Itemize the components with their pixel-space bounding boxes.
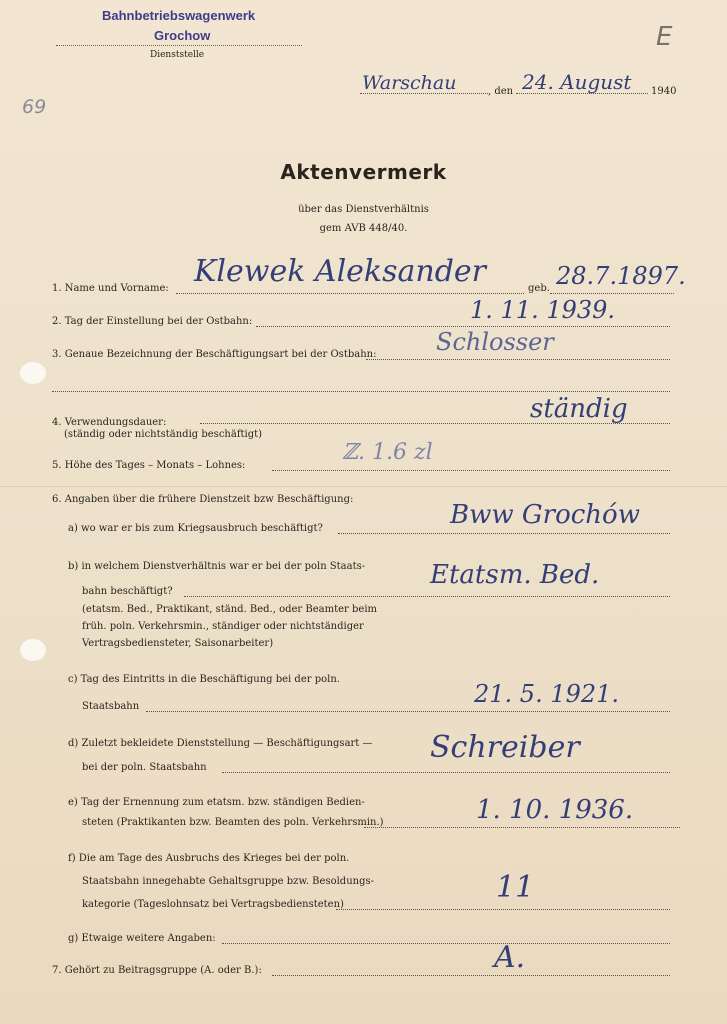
field-6b-label-1: b) in welchem Dienstverhältnis war er bei der poln Staats- bbox=[68, 561, 366, 572]
field-1-geb-label: geb. bbox=[528, 283, 550, 294]
field-3-value: Schlosser bbox=[436, 328, 554, 356]
dienststelle-label: Dienststelle bbox=[150, 50, 205, 60]
field-6a-label: a) wo war er bis zum Kriegsausbruch beschäftigt? bbox=[68, 523, 323, 534]
field-6f-value: 11 bbox=[496, 870, 535, 905]
field-6d-label-2: bei der poln. Staatsbahn bbox=[82, 762, 207, 773]
field-6f-label-1: f) Die am Tage des Ausbruchs des Krieges bei der poln. bbox=[68, 853, 350, 864]
field-3-line bbox=[366, 359, 670, 360]
document-title: Aktenvermerk bbox=[280, 160, 447, 184]
field-2-label: 2. Tag der Einstellung bei der Ostbahn: bbox=[52, 316, 253, 327]
field-4-value: ständig bbox=[530, 394, 628, 424]
den-label: , den bbox=[488, 86, 514, 97]
field-6c-line bbox=[146, 711, 670, 712]
document-subtitle-2: gem AVB 448/40. bbox=[319, 223, 408, 234]
field-6c-value: 21. 5. 1921. bbox=[474, 680, 620, 708]
year-label: 1940 bbox=[651, 86, 677, 97]
field-3-label: 3. Genaue Bezeichnung der Beschäftigungsart bei der Ostbahn: bbox=[52, 349, 377, 360]
field-6f-label-2: Staatsbahn innegehabte Gehaltsgruppe bzw. Besoldungs- bbox=[82, 876, 374, 887]
field-6e-line bbox=[364, 827, 680, 828]
field-2-value: 1. 11. 1939. bbox=[470, 296, 616, 324]
field-6g-line bbox=[222, 943, 670, 944]
field-5-line bbox=[272, 470, 670, 471]
stamp-line-2: Grochow bbox=[154, 28, 211, 43]
field-2-line bbox=[256, 326, 670, 327]
document-subtitle-1: über das Dienstverhältnis bbox=[298, 204, 429, 215]
margin-folio-number: 69 bbox=[22, 96, 47, 118]
field-5-value: ℤ. 1.6 zl bbox=[342, 440, 433, 465]
field-6a-line bbox=[338, 533, 670, 534]
field-6b-label-3: (etatsm. Bed., Praktikant, ständ. Bed., oder Beamter beim bbox=[82, 604, 377, 615]
field-6f-label-3: kategorie (Tageslohnsatz bei Vertragsbediensteten) bbox=[82, 899, 344, 910]
field-4-label-a: 4. Verwendungsdauer: bbox=[52, 417, 167, 428]
punch-hole-bottom bbox=[20, 639, 46, 661]
date-handwritten: 24. August bbox=[522, 70, 632, 94]
field-6f-line bbox=[336, 909, 670, 910]
punch-hole-top bbox=[20, 362, 46, 384]
office-stamp bbox=[102, 8, 256, 43]
place-handwritten: Warschau bbox=[362, 72, 457, 94]
place-line bbox=[360, 93, 488, 94]
field-6c-label-2: Staatsbahn bbox=[82, 701, 140, 712]
field-6e-value: 1. 10. 1936. bbox=[476, 795, 634, 825]
field-6d-label-1: d) Zuletzt bekleidete Dienststellung — Beschäftigungsart — bbox=[68, 738, 373, 749]
field-1-line bbox=[176, 293, 524, 294]
field-6b-label-5: Vertragsbediensteter, Saisonarbeiter) bbox=[82, 638, 274, 649]
field-6g-label: g) Etwaige weitere Angaben: bbox=[68, 933, 216, 944]
field-1-value: Klewek Aleksander bbox=[194, 254, 487, 289]
field-6b-value: Etatsm. Bed. bbox=[430, 560, 600, 590]
field-1-label: 1. Name und Vorname: bbox=[52, 283, 169, 294]
field-6d-line bbox=[222, 772, 670, 773]
field-1-geb-line bbox=[550, 293, 674, 294]
field-6-label: 6. Angaben über die frühere Dienstzeit bzw Beschäftigung: bbox=[52, 494, 354, 505]
field-6d-value: Schreiber bbox=[430, 730, 580, 765]
field-6e-label-1: e) Tag der Ernennung zum etatsm. bzw. ständigen Bedien- bbox=[68, 797, 365, 808]
field-7-value: A. bbox=[494, 940, 526, 975]
field-6b-line bbox=[184, 596, 670, 597]
field-6a-value: Bww Grochów bbox=[450, 500, 640, 530]
field-6c-label-1: c) Tag des Eintritts in die Beschäftigung bei der poln. bbox=[68, 674, 340, 685]
paper-fold bbox=[0, 486, 727, 487]
field-3-extra-line bbox=[52, 391, 670, 392]
dienststelle-line bbox=[56, 45, 302, 46]
field-7-line bbox=[272, 975, 670, 976]
field-7-label: 7. Gehört zu Beitragsgruppe (A. oder B.): bbox=[52, 965, 262, 976]
field-1-geb-value: 28.7.1897. bbox=[556, 262, 686, 290]
margin-e-mark: E bbox=[656, 22, 673, 52]
field-5-label: 5. Höhe des Tages – Monats – Lohnes: bbox=[52, 460, 246, 471]
field-6b-label-4: früh. poln. Verkehrsmin., ständiger oder nichtständiger bbox=[82, 621, 364, 632]
field-6e-label-2: steten (Praktikanten bzw. Beamten des poln. Verkehrsmin.) bbox=[82, 817, 384, 828]
field-6b-label-2: bahn beschäftigt? bbox=[82, 586, 173, 597]
field-4-label-b: (ständig oder nichtständig beschäftigt) bbox=[64, 429, 263, 440]
date-line bbox=[516, 93, 648, 94]
stamp-line-1: Bahnbetriebswagenwerk bbox=[102, 8, 256, 23]
